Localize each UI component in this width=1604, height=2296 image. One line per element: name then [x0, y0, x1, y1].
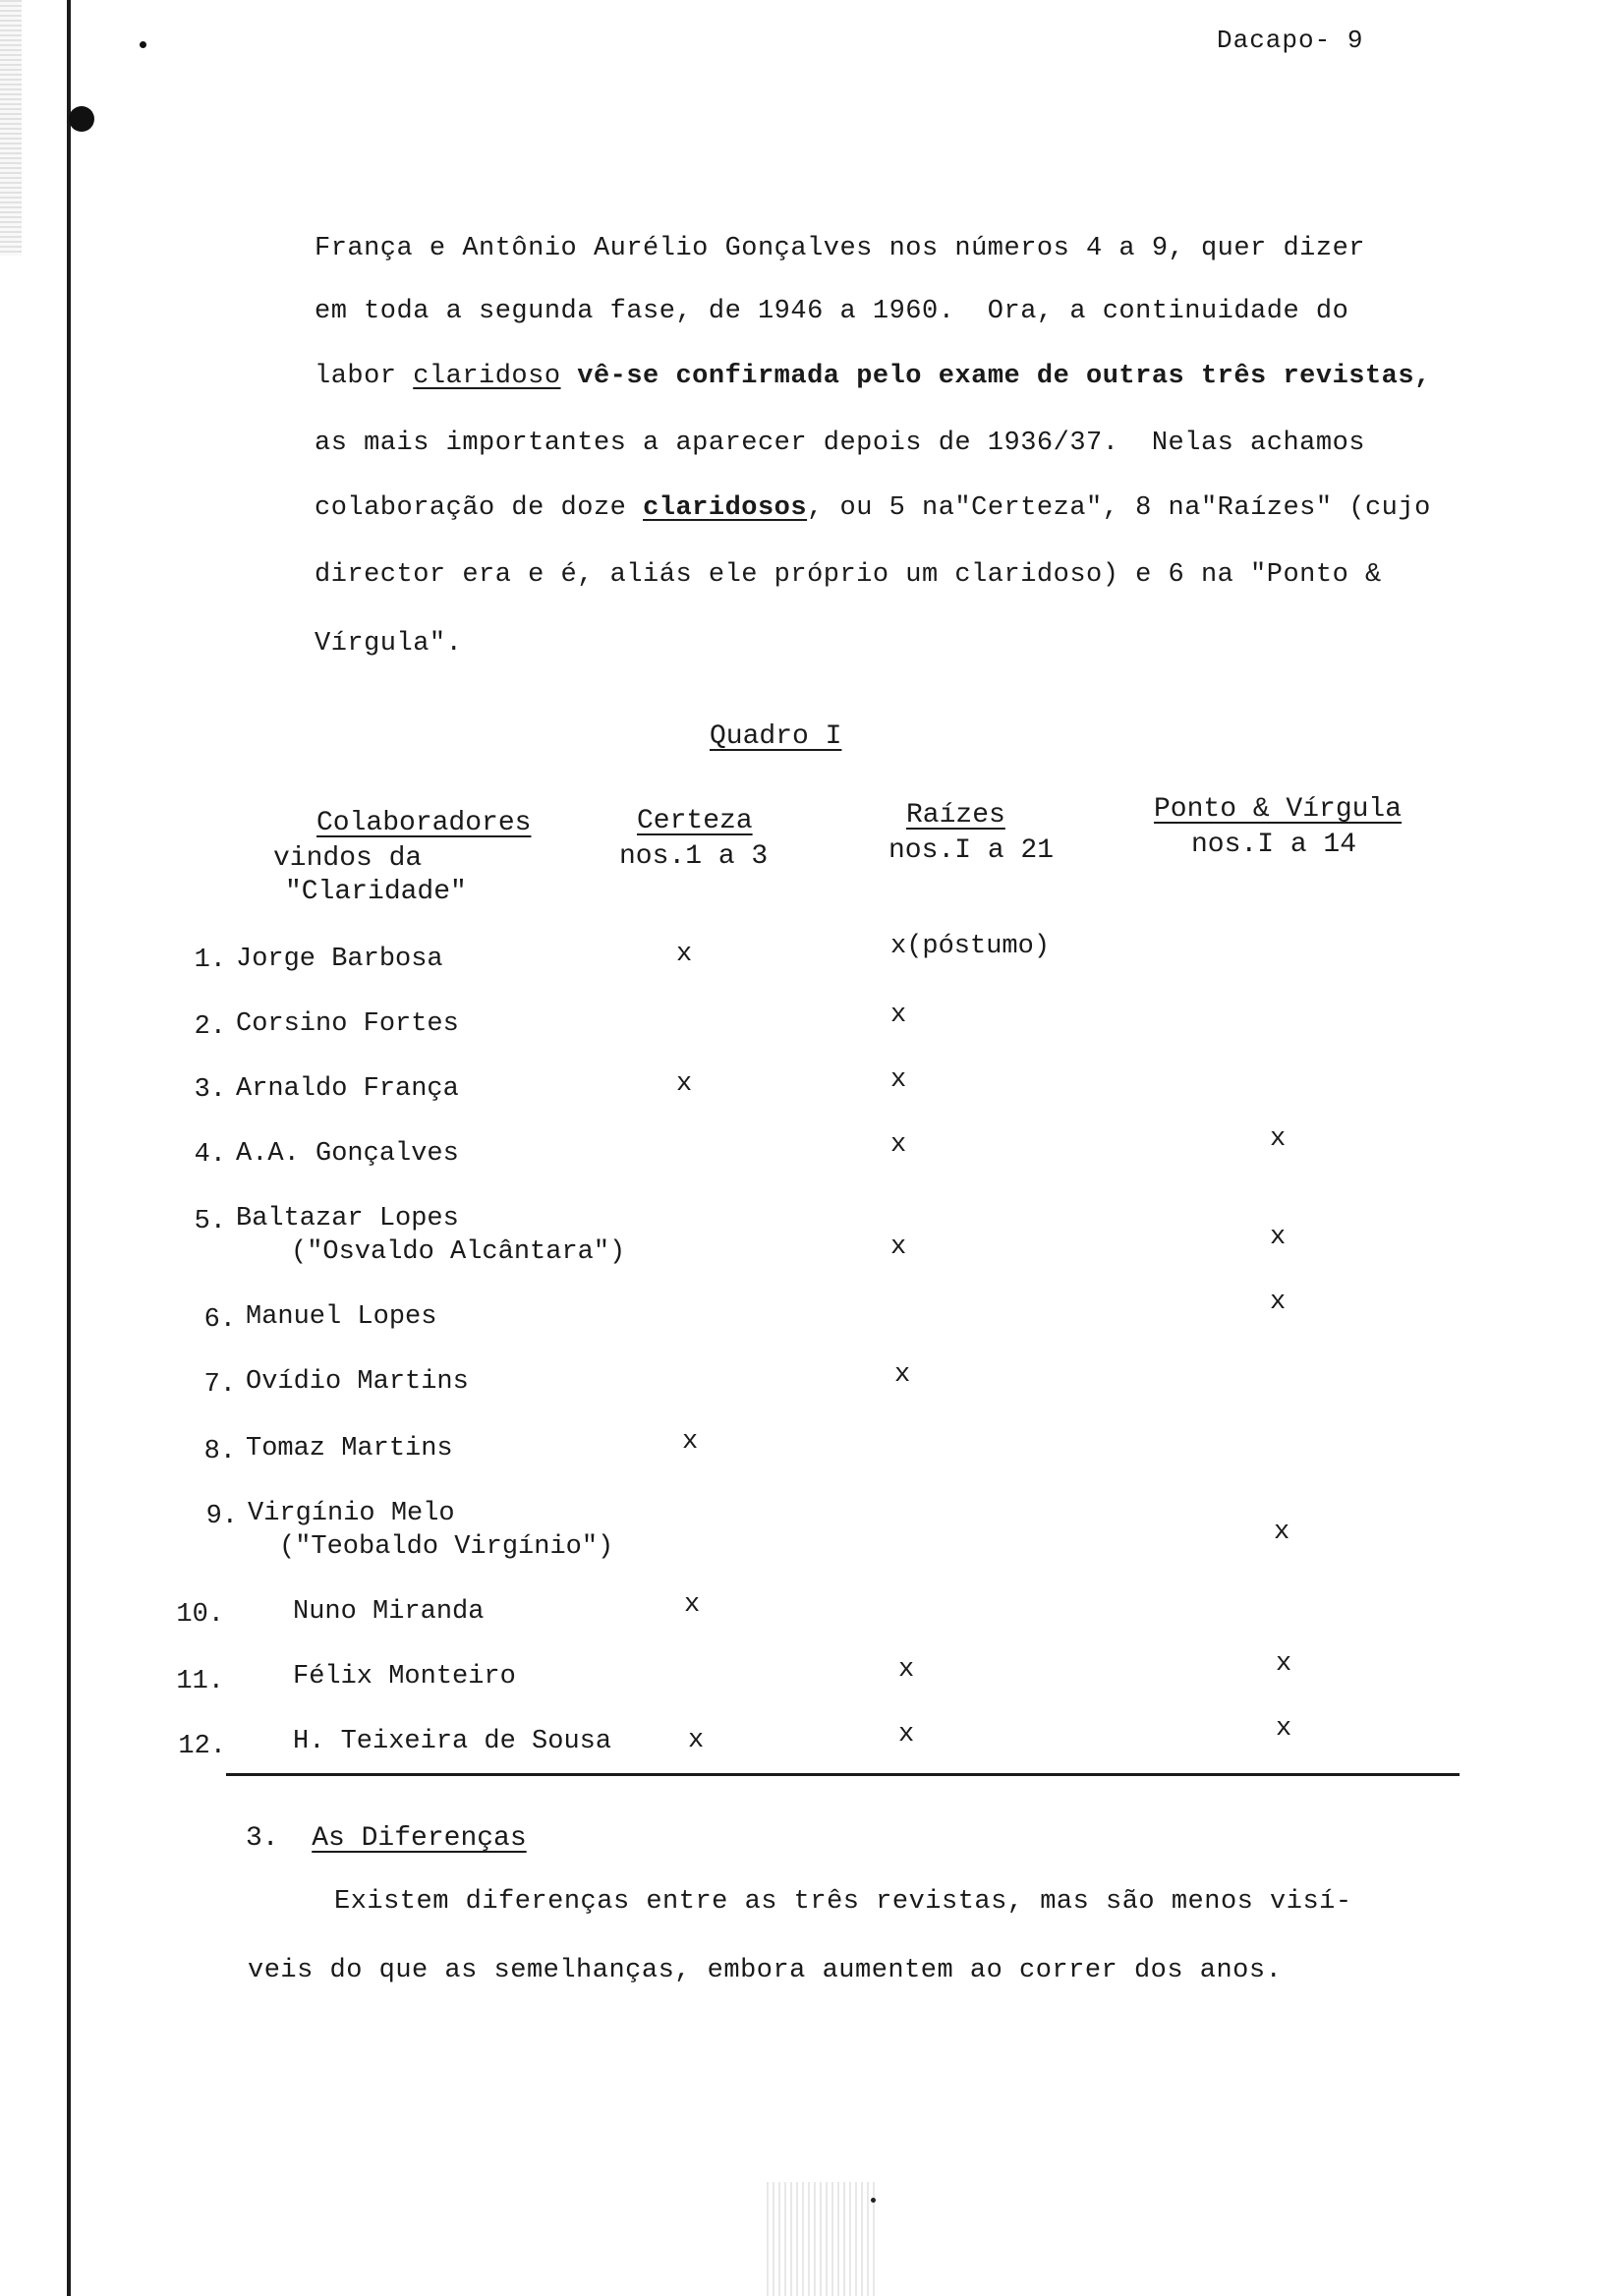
col-header-certeza: Certeza	[637, 806, 753, 836]
row-number: 6.	[203, 1305, 236, 1335]
mark-certeza: x	[688, 1726, 705, 1755]
intro-line-6: director era e é, aliás ele próprio um claridoso) e 6 na "Ponto &	[315, 560, 1382, 590]
table-caption: Quadro I	[710, 721, 842, 752]
col-header-colaboradores-sub1: vindos da	[273, 843, 423, 874]
row-name: Ovídio Martins	[246, 1367, 469, 1397]
section-heading	[246, 1823, 527, 1854]
page-header-mark: Dacapo- 9	[1217, 26, 1364, 55]
mark-raizes: x	[890, 1001, 907, 1030]
ink-dot-bottom	[871, 2198, 876, 2203]
mark-raizes: x	[898, 1720, 915, 1750]
mark-raizes: x	[890, 1065, 907, 1095]
section-number: 3.	[246, 1823, 279, 1854]
row-number: 9.	[205, 1502, 238, 1531]
mark-ponto: x	[1270, 1288, 1287, 1317]
page-edge-line	[67, 0, 71, 2296]
intro-line-5	[315, 493, 1431, 523]
mark-raizes: x	[890, 1233, 907, 1262]
row-number: 12.	[178, 1732, 226, 1761]
col-header-certeza-sub: nos.1 a 3	[619, 841, 769, 872]
row-name: Nuno Miranda	[293, 1597, 485, 1627]
col-header-colaboradores-sub2: "Claridade"	[285, 877, 467, 907]
row-name: Tomaz Martins	[246, 1434, 453, 1464]
mark-raizes: x	[890, 1130, 907, 1160]
section-line-2: veis do que as semelhanças, embora aumentem ao correr dos anos.	[248, 1956, 1283, 1985]
row-name: Corsino Fortes	[236, 1009, 459, 1039]
col-header-ponto-virgula: Ponto & Vírgula	[1154, 794, 1403, 825]
intro-line-1: França e Antônio Aurélio Gonçalves nos números 4 a 9, quer dizer	[315, 234, 1365, 263]
row-name: Arnaldo França	[236, 1074, 459, 1104]
section-line-1: Existem diferenças entre as três revistas, mas são menos visí-	[334, 1887, 1352, 1917]
row-number: 4.	[194, 1140, 226, 1170]
intro-line-4: as mais importantes a aparecer depois de 1936/37. Nelas achamos	[315, 429, 1365, 458]
mark-certeza: x	[682, 1427, 699, 1457]
row-name: Manuel Lopes	[246, 1302, 437, 1332]
scan-edge-noise	[0, 0, 22, 256]
mark-certeza: x	[684, 1590, 701, 1620]
row-number: 2.	[194, 1012, 226, 1042]
mark-ponto: x	[1276, 1649, 1292, 1679]
row-name: Virgínio Melo	[248, 1499, 455, 1528]
ink-dot	[140, 41, 146, 48]
table-bottom-rule	[226, 1773, 1460, 1776]
mark-ponto: x	[1276, 1714, 1292, 1744]
row-name-alias: ("Osvaldo Alcântara")	[291, 1237, 626, 1267]
col-header-raizes: Raízes	[906, 800, 1005, 831]
intro-line-5-b: , ou 5 na"Certeza", 8 na"Raízes" (cujo	[807, 493, 1431, 523]
row-number: 3.	[194, 1075, 226, 1105]
mark-ponto: x	[1270, 1223, 1287, 1252]
intro-line-2: em toda a segunda fase, de 1946 a 1960. Ora, a continuidade do	[315, 297, 1349, 326]
row-name: H. Teixeira de Sousa	[293, 1727, 612, 1756]
row-name: Félix Monteiro	[293, 1662, 516, 1692]
row-name: A.A. Gonçalves	[236, 1139, 459, 1169]
row-number: 8.	[203, 1437, 236, 1466]
row-name-alias: ("Teobaldo Virgínio")	[279, 1532, 614, 1562]
row-number: 1.	[194, 946, 226, 975]
row-number: 7.	[203, 1370, 236, 1400]
mark-ponto: x	[1270, 1124, 1287, 1154]
mark-certeza: x	[676, 940, 693, 969]
mark-raizes: x	[894, 1360, 911, 1390]
claridoso-term: claridoso	[413, 362, 561, 391]
punch-hole-mark	[69, 106, 94, 132]
claridosos-term: claridosos	[643, 493, 808, 523]
intro-line-3-b: vê-se confirmada pelo exame de outras três revistas,	[560, 362, 1431, 391]
mark-raizes: x(póstumo)	[890, 932, 1051, 961]
row-name: Jorge Barbosa	[236, 945, 443, 974]
scan-bottom-noise	[767, 2182, 875, 2296]
row-number: 5.	[194, 1207, 226, 1236]
col-header-colaboradores: Colaboradores	[316, 808, 532, 838]
col-header-ponto-virgula-sub: nos.I a 14	[1191, 830, 1357, 860]
section-title: As Diferenças	[312, 1823, 527, 1854]
intro-line-3-a: labor	[315, 362, 414, 391]
mark-certeza: x	[676, 1069, 693, 1099]
row-number: 11.	[176, 1667, 224, 1696]
row-name: Baltazar Lopes	[236, 1204, 459, 1234]
intro-line-7: Vírgula".	[315, 629, 463, 659]
col-header-raizes-sub: nos.I a 21	[888, 835, 1055, 866]
intro-line-3	[315, 362, 1431, 391]
mark-ponto: x	[1274, 1518, 1290, 1547]
intro-line-5-a: colaboração de doze	[315, 493, 644, 523]
mark-raizes: x	[898, 1655, 915, 1685]
row-number: 10.	[176, 1600, 224, 1630]
